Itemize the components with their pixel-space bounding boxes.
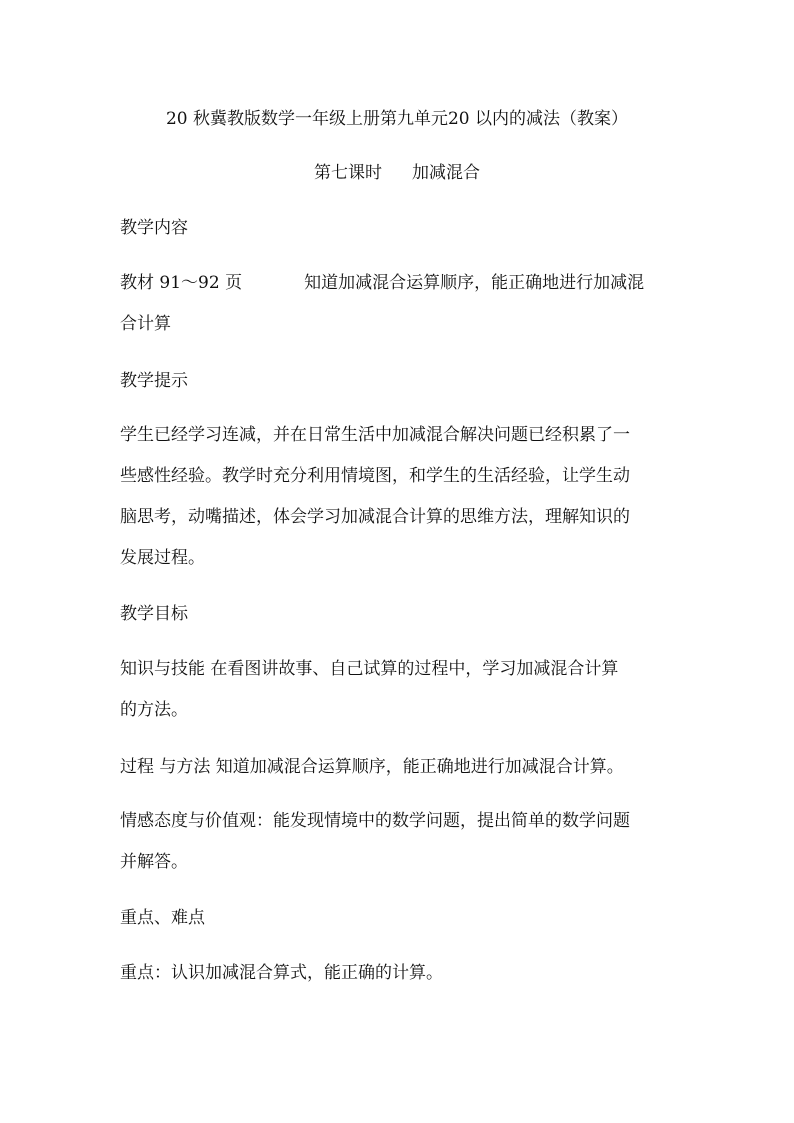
- goal-knowledge-line-1: 知识与技能 在看图讲故事、自己试算的过程中，学习加减混合计算: [120, 659, 619, 679]
- goal-emotion-line-1: 情感态度与价值观：能发现情境中的数学问题，提出简单的数学问题: [120, 811, 630, 831]
- section-heading-hint: 教学提示: [120, 371, 188, 391]
- textbook-page-ref: 教材 91～92 页: [120, 273, 243, 293]
- hint-line-2: 些感性经验。教学时充分利用情境图，和学生的生活经验，让学生动: [120, 466, 630, 486]
- lesson-topic: 加减混合: [412, 163, 480, 183]
- content-line-1: [120, 272, 644, 294]
- section-heading-goal: 教学目标: [120, 604, 188, 624]
- content-line-2: 合计算: [120, 314, 171, 334]
- goal-process-line: 过程 与方法 知道加减混合运算顺序，能正确地进行加减混合计算。: [120, 757, 624, 777]
- hint-line-4: 发展过程。: [120, 548, 205, 568]
- content-description: 知道加减混合运算顺序，能正确地进行加减混: [304, 273, 645, 293]
- section-heading-content: 教学内容: [120, 218, 188, 238]
- lesson-name: 第七课时: [314, 163, 382, 183]
- section-heading-key: 重点、难点: [120, 908, 205, 928]
- document-title: 20 秋冀教版数学一年级上册第九单元20 以内的减法（教案）: [165, 109, 629, 129]
- goal-knowledge-line-2: 的方法。: [120, 700, 188, 720]
- hint-line-3: 脑思考，动嘴描述，体会学习加减混合计算的思维方法，理解知识的: [120, 507, 630, 527]
- hint-line-1: 学生已经学习连减，并在日常生活中加减混合解决问题已经积累了一: [120, 425, 630, 445]
- lesson-heading: [0, 162, 794, 184]
- key-point-line: 重点：认识加减混合算式，能正确的计算。: [120, 963, 443, 983]
- goal-emotion-line-2: 并解答。: [120, 852, 188, 872]
